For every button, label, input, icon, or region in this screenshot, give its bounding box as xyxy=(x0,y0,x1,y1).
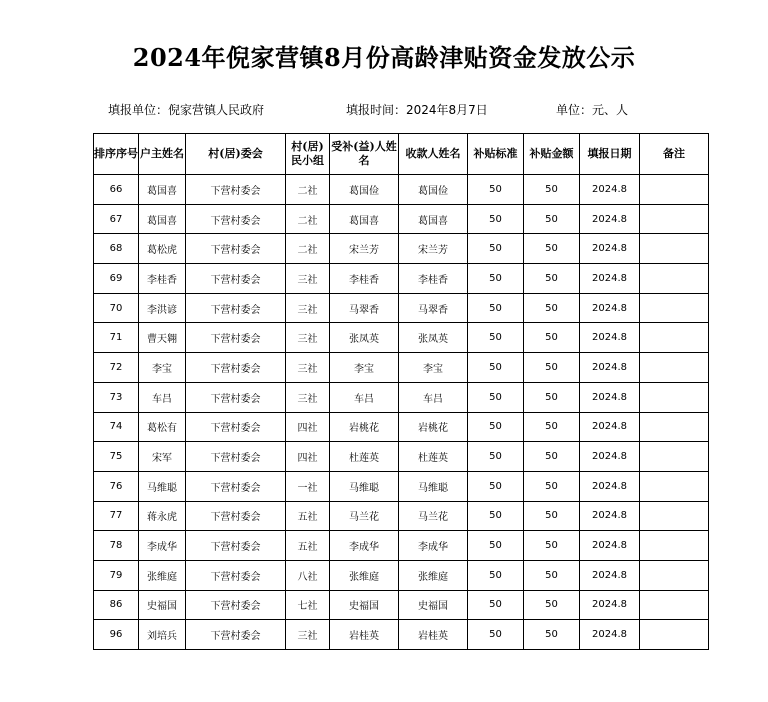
beneficiary-cell: 岩桃花 xyxy=(330,412,399,442)
amount-cell: 50 xyxy=(524,620,580,650)
payee-cell: 张维庭 xyxy=(399,560,468,590)
village-committee-cell: 下营村委会 xyxy=(186,501,286,531)
remarks-cell xyxy=(640,442,709,472)
amount-cell: 50 xyxy=(524,234,580,264)
remarks-cell xyxy=(640,382,709,412)
householder-cell: 李成华 xyxy=(139,531,186,561)
date-cell: 2024.8 xyxy=(580,620,640,650)
payee-cell: 张凤英 xyxy=(399,323,468,353)
standard-cell: 50 xyxy=(468,560,524,590)
standard-cell: 50 xyxy=(468,264,524,294)
serial-cell: 79 xyxy=(94,560,139,590)
beneficiary-cell: 马维聪 xyxy=(330,471,399,501)
payee-cell: 车吕 xyxy=(399,382,468,412)
village-committee-cell: 下营村委会 xyxy=(186,412,286,442)
standard-cell: 50 xyxy=(468,590,524,620)
header-remarks: 备注 xyxy=(640,134,709,175)
village-group-cell: 七社 xyxy=(286,590,330,620)
village-group-cell: 二社 xyxy=(286,234,330,264)
householder-cell: 曹天翱 xyxy=(139,323,186,353)
date-cell: 2024.8 xyxy=(580,471,640,501)
amount-cell: 50 xyxy=(524,471,580,501)
remarks-cell xyxy=(640,590,709,620)
remarks-cell xyxy=(640,501,709,531)
standard-cell: 50 xyxy=(468,442,524,472)
village-group-cell: 三社 xyxy=(286,264,330,294)
payee-cell: 史福国 xyxy=(399,590,468,620)
amount-cell: 50 xyxy=(524,531,580,561)
amount-cell: 50 xyxy=(524,264,580,294)
date-cell: 2024.8 xyxy=(580,412,640,442)
payee-cell: 李宝 xyxy=(399,353,468,383)
village-group-cell: 三社 xyxy=(286,323,330,353)
table-row xyxy=(94,353,709,383)
header-beneficiary: 受补(益)人姓名 xyxy=(330,134,399,175)
householder-cell: 张维庭 xyxy=(139,560,186,590)
payee-cell: 马维聪 xyxy=(399,471,468,501)
beneficiary-cell: 葛国喜 xyxy=(330,204,399,234)
date-cell: 2024.8 xyxy=(580,264,640,294)
householder-cell: 刘培兵 xyxy=(139,620,186,650)
header-payee: 收款人姓名 xyxy=(399,134,468,175)
remarks-cell xyxy=(640,471,709,501)
date-cell: 2024.8 xyxy=(580,353,640,383)
householder-cell: 葛国喜 xyxy=(139,175,186,205)
standard-cell: 50 xyxy=(468,175,524,205)
amount-cell: 50 xyxy=(524,204,580,234)
table-row xyxy=(94,560,709,590)
beneficiary-cell: 张凤英 xyxy=(330,323,399,353)
village-group-cell: 二社 xyxy=(286,204,330,234)
village-committee-cell: 下营村委会 xyxy=(186,323,286,353)
serial-cell: 76 xyxy=(94,471,139,501)
table-row xyxy=(94,382,709,412)
householder-cell: 葛国喜 xyxy=(139,204,186,234)
serial-cell: 73 xyxy=(94,382,139,412)
beneficiary-cell: 马翠香 xyxy=(330,293,399,323)
remarks-cell xyxy=(640,323,709,353)
serial-cell: 77 xyxy=(94,501,139,531)
householder-cell: 李洪谚 xyxy=(139,293,186,323)
village-group-cell: 五社 xyxy=(286,531,330,561)
remarks-cell xyxy=(640,560,709,590)
village-group-cell: 三社 xyxy=(286,620,330,650)
householder-cell: 宋军 xyxy=(139,442,186,472)
amount-cell: 50 xyxy=(524,175,580,205)
village-group-cell: 三社 xyxy=(286,293,330,323)
amount-cell: 50 xyxy=(524,590,580,620)
village-committee-cell: 下营村委会 xyxy=(186,442,286,472)
householder-cell: 马维聪 xyxy=(139,471,186,501)
serial-cell: 70 xyxy=(94,293,139,323)
amount-cell: 50 xyxy=(524,323,580,353)
serial-cell: 74 xyxy=(94,412,139,442)
payee-cell: 马兰花 xyxy=(399,501,468,531)
householder-cell: 李桂香 xyxy=(139,264,186,294)
village-group-cell: 八社 xyxy=(286,560,330,590)
table-row xyxy=(94,323,709,353)
beneficiary-cell: 张维庭 xyxy=(330,560,399,590)
village-group-cell: 二社 xyxy=(286,175,330,205)
householder-cell: 史福国 xyxy=(139,590,186,620)
remarks-cell xyxy=(640,353,709,383)
amount-cell: 50 xyxy=(524,293,580,323)
date-cell: 2024.8 xyxy=(580,175,640,205)
table-row xyxy=(94,412,709,442)
date-cell: 2024.8 xyxy=(580,204,640,234)
payee-cell: 葛国喜 xyxy=(399,204,468,234)
table-row xyxy=(94,442,709,472)
remarks-cell xyxy=(640,531,709,561)
village-committee-cell: 下营村委会 xyxy=(186,204,286,234)
header-report-date: 填报日期 xyxy=(580,134,640,175)
amount-cell: 50 xyxy=(524,442,580,472)
householder-cell: 车吕 xyxy=(139,382,186,412)
village-committee-cell: 下营村委会 xyxy=(186,382,286,412)
remarks-cell xyxy=(640,264,709,294)
standard-cell: 50 xyxy=(468,620,524,650)
beneficiary-cell: 李桂香 xyxy=(330,264,399,294)
remarks-cell xyxy=(640,620,709,650)
village-committee-cell: 下营村委会 xyxy=(186,560,286,590)
date-cell: 2024.8 xyxy=(580,323,640,353)
subsidy-table xyxy=(93,133,709,650)
header-village-committee: 村(居)委会 xyxy=(186,134,286,175)
village-committee-cell: 下营村委会 xyxy=(186,264,286,294)
payee-cell: 宋兰芳 xyxy=(399,234,468,264)
date-cell: 2024.8 xyxy=(580,293,640,323)
standard-cell: 50 xyxy=(468,382,524,412)
serial-cell: 78 xyxy=(94,531,139,561)
page-title: 2024年倪家营镇8月份高龄津贴资金发放公示 xyxy=(132,43,636,72)
table-row xyxy=(94,234,709,264)
table-row xyxy=(94,501,709,531)
standard-cell: 50 xyxy=(468,204,524,234)
table-row xyxy=(94,531,709,561)
standard-cell: 50 xyxy=(468,412,524,442)
village-group-cell: 三社 xyxy=(286,382,330,412)
serial-cell: 66 xyxy=(94,175,139,205)
table-row xyxy=(94,293,709,323)
householder-cell: 蒋永虎 xyxy=(139,501,186,531)
table-row xyxy=(94,204,709,234)
payee-cell: 葛国俭 xyxy=(399,175,468,205)
date-cell: 2024.8 xyxy=(580,234,640,264)
date-cell: 2024.8 xyxy=(580,382,640,412)
table-row xyxy=(94,471,709,501)
village-committee-cell: 下营村委会 xyxy=(186,293,286,323)
householder-cell: 葛松虎 xyxy=(139,234,186,264)
date-cell: 2024.8 xyxy=(580,560,640,590)
serial-cell: 71 xyxy=(94,323,139,353)
standard-cell: 50 xyxy=(468,234,524,264)
payee-cell: 杜莲英 xyxy=(399,442,468,472)
beneficiary-cell: 李成华 xyxy=(330,531,399,561)
beneficiary-cell: 杜莲英 xyxy=(330,442,399,472)
village-committee-cell: 下营村委会 xyxy=(186,531,286,561)
householder-cell: 葛松有 xyxy=(139,412,186,442)
serial-cell: 75 xyxy=(94,442,139,472)
beneficiary-cell: 史福国 xyxy=(330,590,399,620)
header-subsidy-standard: 补贴标准 xyxy=(468,134,524,175)
remarks-cell xyxy=(640,293,709,323)
remarks-cell xyxy=(640,234,709,264)
payee-cell: 岩桂英 xyxy=(399,620,468,650)
serial-cell: 86 xyxy=(94,590,139,620)
village-group-cell: 四社 xyxy=(286,442,330,472)
village-committee-cell: 下营村委会 xyxy=(186,590,286,620)
table-row xyxy=(94,175,709,205)
amount-cell: 50 xyxy=(524,353,580,383)
header-subsidy-amount: 补贴金额 xyxy=(524,134,580,175)
amount-cell: 50 xyxy=(524,501,580,531)
table-row xyxy=(94,264,709,294)
standard-cell: 50 xyxy=(468,323,524,353)
date-cell: 2024.8 xyxy=(580,501,640,531)
table-header-row xyxy=(94,134,709,175)
serial-cell: 69 xyxy=(94,264,139,294)
table-body xyxy=(94,175,709,650)
beneficiary-cell: 岩桂英 xyxy=(330,620,399,650)
beneficiary-cell: 李宝 xyxy=(330,353,399,383)
remarks-cell xyxy=(640,412,709,442)
beneficiary-cell: 葛国俭 xyxy=(330,175,399,205)
date-cell: 2024.8 xyxy=(580,442,640,472)
table-row xyxy=(94,590,709,620)
serial-cell: 72 xyxy=(94,353,139,383)
remarks-cell xyxy=(640,204,709,234)
standard-cell: 50 xyxy=(468,531,524,561)
table-row xyxy=(94,620,709,650)
amount-cell: 50 xyxy=(524,412,580,442)
village-group-cell: 四社 xyxy=(286,412,330,442)
amount-cell: 50 xyxy=(524,382,580,412)
header-village-group: 村(居)民小组 xyxy=(286,134,330,175)
payee-cell: 岩桃花 xyxy=(399,412,468,442)
payee-cell: 李桂香 xyxy=(399,264,468,294)
standard-cell: 50 xyxy=(468,471,524,501)
remarks-cell xyxy=(640,175,709,205)
currency-unit: 单位：元、人 xyxy=(556,103,629,117)
payee-cell: 李成华 xyxy=(399,531,468,561)
village-committee-cell: 下营村委会 xyxy=(186,620,286,650)
village-committee-cell: 下营村委会 xyxy=(186,353,286,383)
householder-cell: 李宝 xyxy=(139,353,186,383)
beneficiary-cell: 宋兰芳 xyxy=(330,234,399,264)
standard-cell: 50 xyxy=(468,501,524,531)
date-cell: 2024.8 xyxy=(580,590,640,620)
standard-cell: 50 xyxy=(468,353,524,383)
header-householder: 户主姓名 xyxy=(139,134,186,175)
serial-cell: 68 xyxy=(94,234,139,264)
beneficiary-cell: 车吕 xyxy=(330,382,399,412)
village-committee-cell: 下营村委会 xyxy=(186,234,286,264)
reporting-date: 填报时间：2024年8月7日 xyxy=(346,103,488,117)
beneficiary-cell: 马兰花 xyxy=(330,501,399,531)
header-serial: 排序序号 xyxy=(94,134,139,175)
serial-cell: 96 xyxy=(94,620,139,650)
serial-cell: 67 xyxy=(94,204,139,234)
payee-cell: 马翠香 xyxy=(399,293,468,323)
reporting-unit: 填报单位：倪家营镇人民政府 xyxy=(108,103,265,117)
date-cell: 2024.8 xyxy=(580,531,640,561)
village-group-cell: 一社 xyxy=(286,471,330,501)
village-group-cell: 五社 xyxy=(286,501,330,531)
village-committee-cell: 下营村委会 xyxy=(186,471,286,501)
village-group-cell: 三社 xyxy=(286,353,330,383)
standard-cell: 50 xyxy=(468,293,524,323)
village-committee-cell: 下营村委会 xyxy=(186,175,286,205)
amount-cell: 50 xyxy=(524,560,580,590)
